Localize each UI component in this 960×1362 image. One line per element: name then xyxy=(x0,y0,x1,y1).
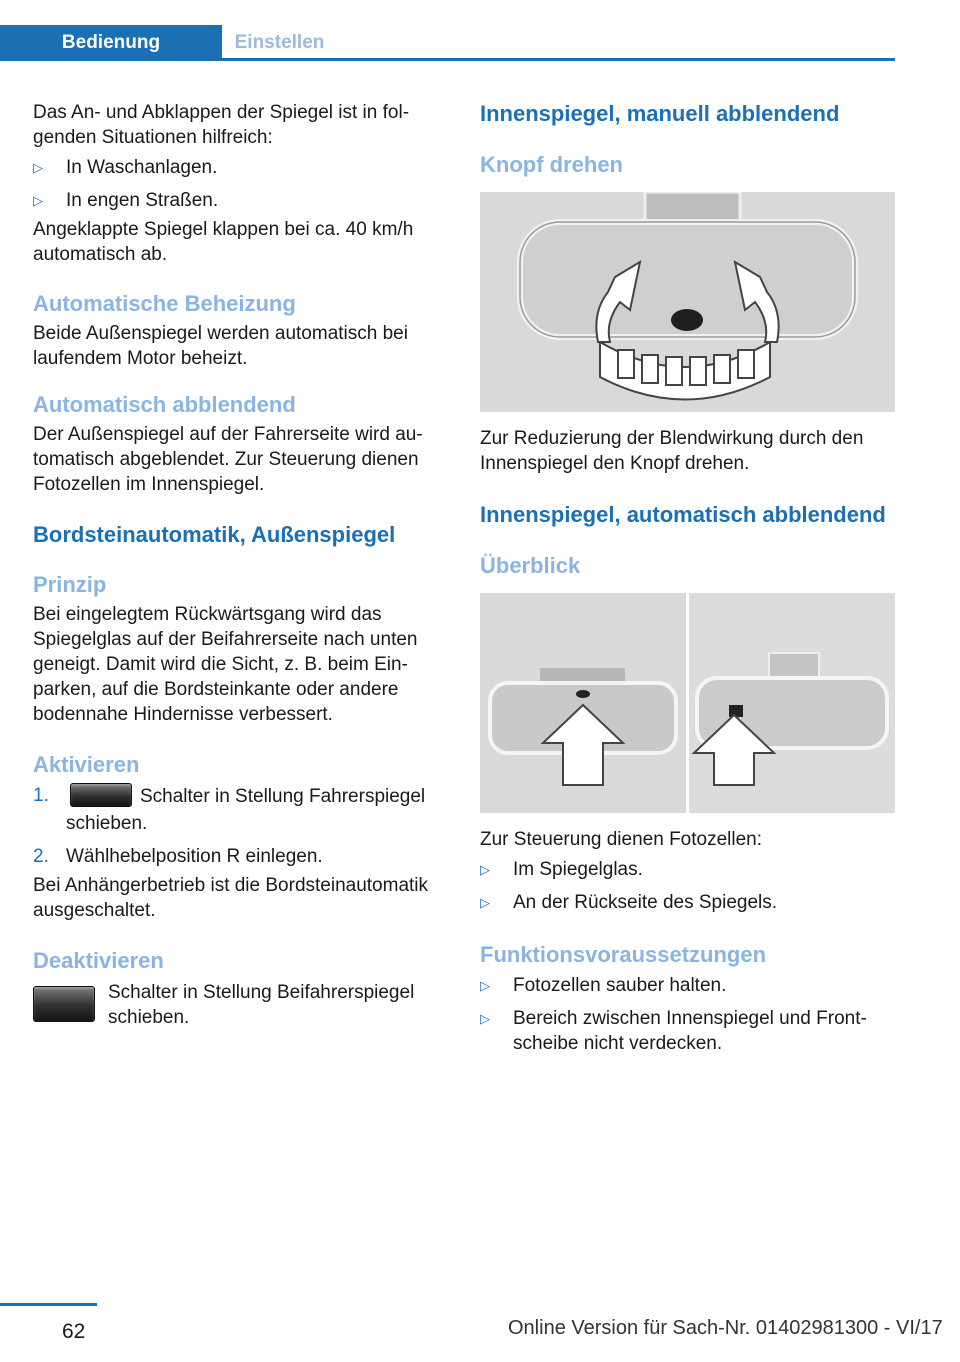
deactivate-block xyxy=(33,980,443,1032)
list-item: ▷ Im Spiegelglas. xyxy=(480,859,643,880)
rotary-knob-image xyxy=(480,192,895,412)
list-item: 1. Schalter in Stellung Fahrerspiegel schieben. xyxy=(33,785,426,834)
list-item: 2. Wählhebelposition R einlegen. xyxy=(33,846,323,867)
dimming-text: Der Außenspiegel auf der Fahrerseite wird automatisch abgeblendet. Zur Steuerung dienen Fotozellen im Innenspiegel. xyxy=(33,424,423,495)
auto-fold-text: Angeklappte Spiegel klappen bei ca. 40 km/h automatisch ab. xyxy=(33,219,414,265)
tab-underline xyxy=(0,58,895,61)
auto-mirror-heading: Innenspiegel, automatisch abblendend xyxy=(480,502,886,527)
triangle-bullet-icon: ▷ xyxy=(480,895,490,910)
photocell-intro: Zur Steuerung dienen Fotozellen: xyxy=(480,829,763,850)
left-column xyxy=(33,100,443,1032)
online-version-text: Online Version für Sach-Nr. 01402981300 - VI/17 xyxy=(508,1317,943,1339)
heating-text: Beide Außenspiegel werden automatisch bei laufendem Motor beheizt. xyxy=(33,323,408,369)
requirements-heading: Funktionsvoraussetzungen xyxy=(480,942,767,967)
knob-heading: Knopf drehen xyxy=(480,152,623,177)
curb-heading: Bordsteinautomatik, Außenspiegel xyxy=(33,522,396,547)
tab-bedienung[interactable]: Bedienung xyxy=(0,25,222,61)
tab-einstellen[interactable]: Einstellen xyxy=(222,25,337,61)
triangle-bullet-icon: ▷ xyxy=(480,978,490,993)
deactivate-heading: Deaktivieren xyxy=(33,948,164,973)
triangle-bullet-icon: ▷ xyxy=(480,1011,490,1026)
mirror-knob-illustration xyxy=(480,192,895,412)
intro-text: Das An- und Abklappen der Spiegel ist in folgenden Situationen hilfreich: xyxy=(33,102,410,148)
list-item: ▷ In engen Straßen. xyxy=(33,190,219,211)
trailer-text: Bei Anhängerbetrieb ist die Bordsteinautomatik ausgeschaltet. xyxy=(33,875,429,921)
mirror-back-illustration xyxy=(689,593,895,813)
mirror-front-image xyxy=(480,593,686,813)
principle-heading: Prinzip xyxy=(33,572,107,597)
deactivate-text: Schalter in Stellung Beifahrerspiegel schieben. xyxy=(108,982,415,1028)
mirror-back-image xyxy=(689,593,895,813)
overview-heading: Überblick xyxy=(480,553,581,578)
requirements-list xyxy=(480,973,896,1056)
photocell-list xyxy=(480,857,896,915)
triangle-bullet-icon: ▷ xyxy=(33,160,43,175)
knob-text: Zur Reduzierung der Blendwirkung durch den Innenspiegel den Knopf drehen. xyxy=(480,428,864,474)
list-item: ▷ Bereich zwischen Innenspiegel und Frontscheibe nicht verdecken. xyxy=(480,1008,867,1054)
footer-rule xyxy=(0,1303,97,1306)
manual-mirror-heading: Innenspiegel, manuell abblendend xyxy=(480,101,840,126)
mirror-switch-icon xyxy=(70,783,132,807)
mirror-front-illustration xyxy=(480,593,686,813)
principle-text: Bei eingelegtem Rückwärtsgang wird das Spiegelglas auf der Beifahrerseite nach unten geneigt. Damit wird die Sicht, z. B. beim Einparken, auf die Bordsteinkante oder andere bodennahe Hindernisse verbessert. xyxy=(33,604,418,725)
right-column xyxy=(480,100,896,1064)
page-number: 62 xyxy=(62,1320,86,1343)
activate-steps xyxy=(33,783,443,869)
list-item: ▷ An der Rückseite des Spiegels. xyxy=(480,892,778,913)
dimming-heading: Automatisch abblendend xyxy=(33,392,296,417)
photocell-images xyxy=(480,593,895,813)
heating-heading: Automatische Beheizung xyxy=(33,291,296,316)
triangle-bullet-icon: ▷ xyxy=(33,193,43,208)
situations-list xyxy=(33,155,443,213)
list-item: ▷ In Waschanlagen. xyxy=(33,157,218,178)
triangle-bullet-icon: ▷ xyxy=(480,862,490,877)
tab-bar xyxy=(0,25,895,61)
activate-heading: Aktivieren xyxy=(33,752,140,777)
mirror-switch-icon xyxy=(33,986,95,1022)
list-item: ▷ Fotozellen sauber halten. xyxy=(480,975,727,996)
